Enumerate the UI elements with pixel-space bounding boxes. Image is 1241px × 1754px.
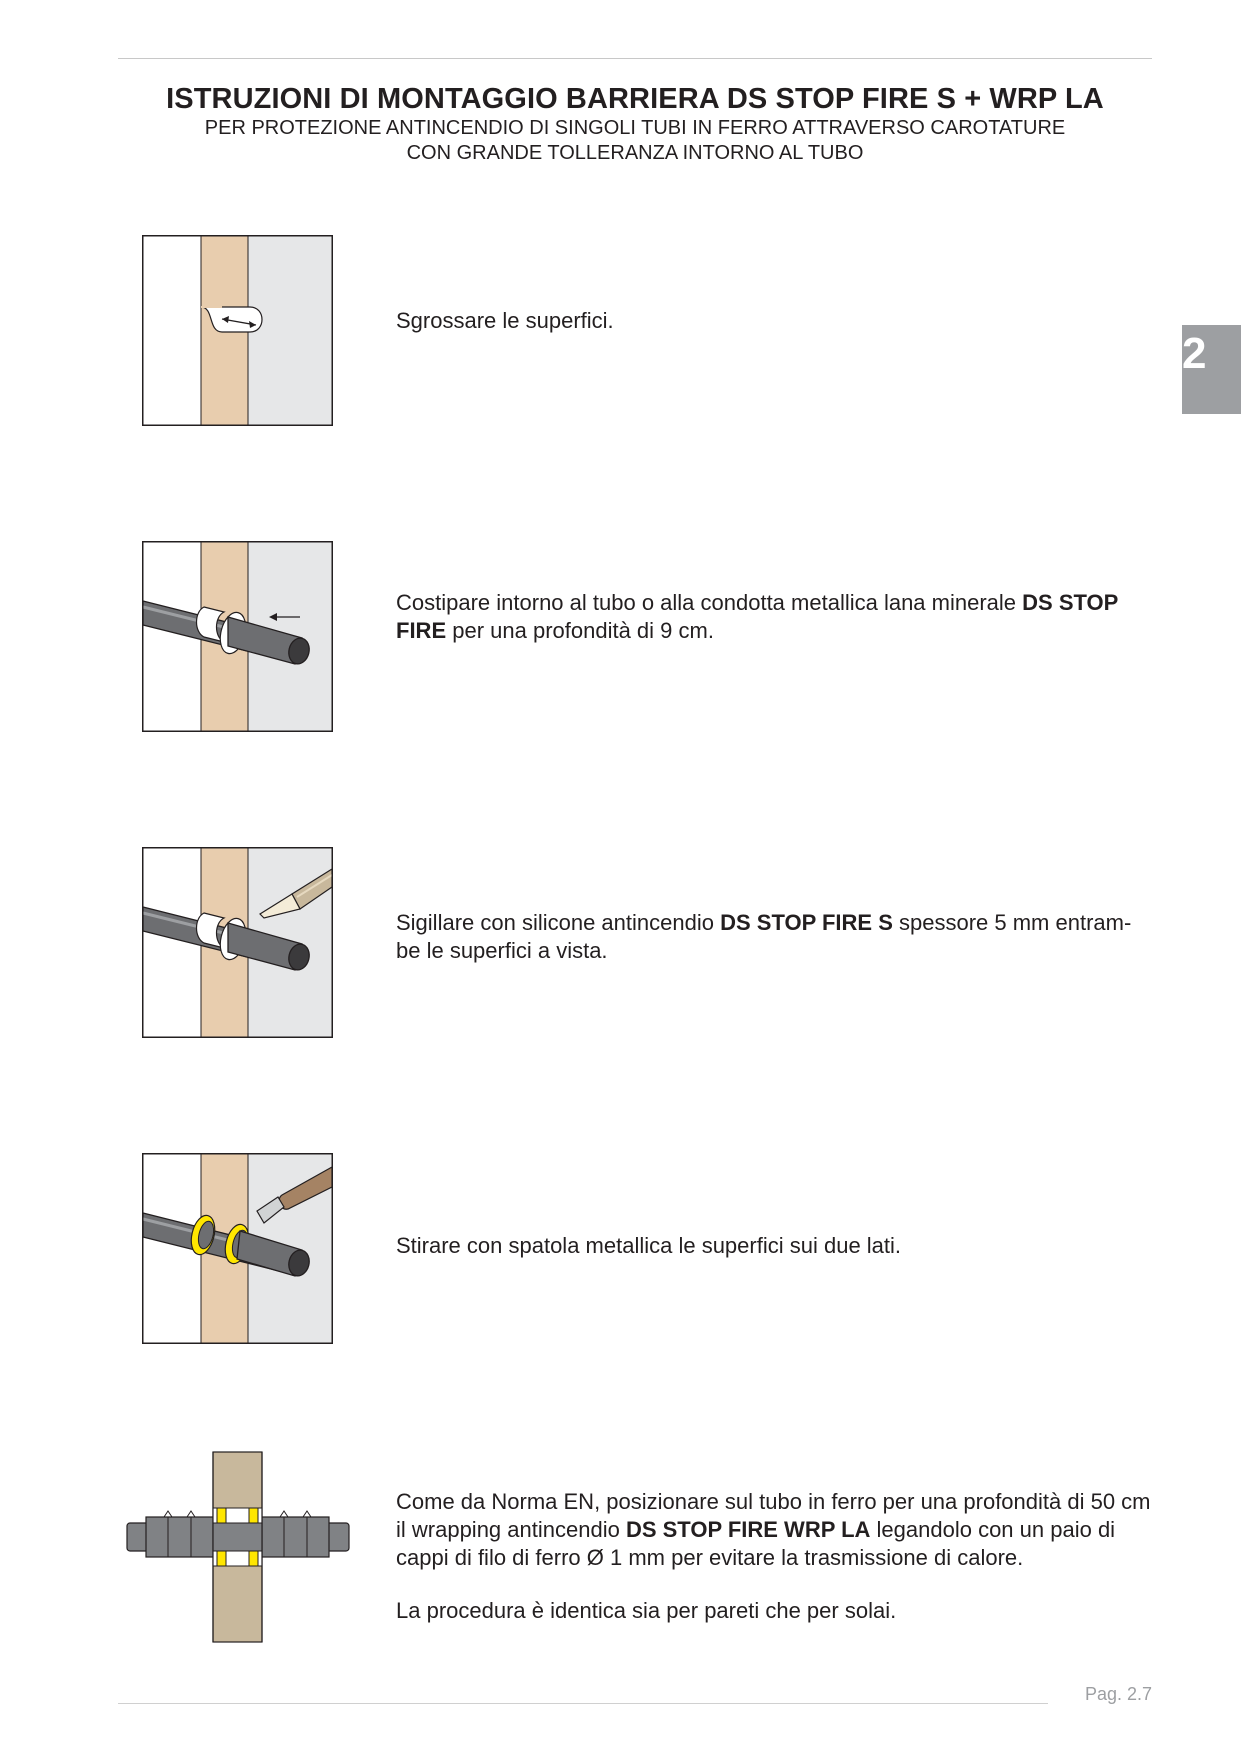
pipe-wrapping-section-icon xyxy=(126,1451,350,1643)
step-3-product-name: DS STOP FIRE S xyxy=(720,910,893,935)
page-subtitle-line-1: PER PROTEZIONE ANTINCENDIO DI SINGOLI TUBI IN FERRO ATTRAVERSO CAROTATURE xyxy=(204,117,1066,139)
step-1-instruction xyxy=(396,307,1152,335)
top-divider xyxy=(118,58,1152,59)
step-1-text: Sgrossare le superfici. xyxy=(396,308,614,333)
step-5-text-a: Come da Norma EN, posizionare sul tubo in ferro per una profondità di 50 cm il wrapping antincendio xyxy=(396,1489,1151,1542)
pipe-silicone-gun-icon xyxy=(142,847,333,1038)
page-number: Pag. 2.7 xyxy=(1084,1684,1152,1704)
step-2-text-a: Costipare intorno al tubo o alla condotta metallica lana minerale xyxy=(396,590,1023,615)
section-tab-number: 2 xyxy=(1182,329,1207,378)
bottom-divider xyxy=(118,1703,1048,1704)
step-2-product-name: DS STOP FIRE xyxy=(396,590,1118,643)
step-5-product-name: DS STOP FIRE WRP LA xyxy=(625,1517,871,1542)
step-4-text: Stirare con spatola metallica le superfici sui due lati. xyxy=(396,1233,902,1258)
pipe-mineral-wool-icon xyxy=(142,541,333,732)
step-3-text-a: Sigillare con silicone antincendio xyxy=(396,910,721,935)
step-2-text-b: per una profondità di 9 cm. xyxy=(446,618,714,643)
step-5-text-b: legandolo con un paio di cappi di filo di ferro Ø 1 mm per evitare la trasmissione di calore. xyxy=(396,1517,1116,1570)
page-subtitle-line-2: CON GRANDE TOLLERANZA INTORNO AL TUBO xyxy=(406,142,864,164)
step-2-instruction xyxy=(396,589,1152,645)
page-title: ISTRUZIONI DI MONTAGGIO BARRIERA DS STOP FIRE S + WRP LA xyxy=(166,83,1104,115)
pipe-spatula-icon xyxy=(142,1153,333,1344)
wall-hole-roughen-icon xyxy=(142,235,333,426)
step-3-instruction xyxy=(396,909,1152,965)
step-4-instruction xyxy=(396,1232,1152,1260)
page-header xyxy=(118,82,1152,166)
step-5-note: La procedura è identica sia per pareti che per solai. xyxy=(396,1598,897,1623)
step-5-instruction xyxy=(396,1488,1152,1572)
section-tab xyxy=(1182,325,1241,414)
step-3-text-b: spessore 5 mm entram-be le superfici a vista. xyxy=(396,910,1132,963)
